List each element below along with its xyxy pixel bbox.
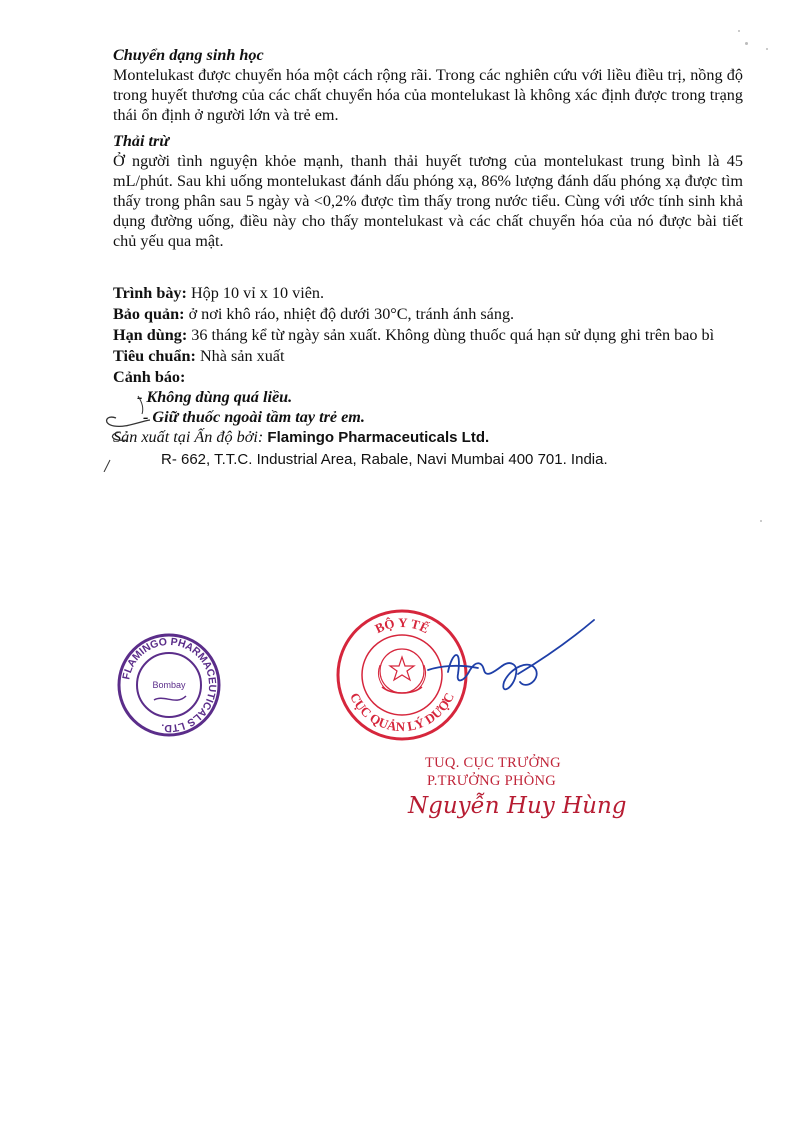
warning-item: - Không dùng quá liều. xyxy=(137,388,293,406)
scan-speck xyxy=(766,48,768,50)
standard-line xyxy=(113,346,743,366)
elimination-heading: Thải trừ xyxy=(113,132,170,150)
pen-stroke-mark xyxy=(98,392,168,472)
company-stamp xyxy=(114,630,224,740)
presentation-label: Trình bày: xyxy=(113,284,187,302)
official-stamp-bottom-text: CỤC QUẢN LÝ DƯỢC xyxy=(347,690,457,735)
manufacturer-label: Sản xuất tại Ấn độ bởi: xyxy=(113,428,264,446)
product-info xyxy=(113,283,743,470)
expiry-line xyxy=(113,325,743,345)
storage-value: ở nơi khô ráo, nhiệt độ dưới 30°C, tránh ánh sáng. xyxy=(184,305,515,323)
warning-label: Cảnh báo: xyxy=(113,368,186,386)
manufacturer-line xyxy=(113,427,743,448)
expiry-label: Hạn dùng: xyxy=(113,326,188,344)
standard-label: Tiêu chuẩn: xyxy=(113,347,196,365)
handwritten-signature xyxy=(418,612,598,722)
scan-speck xyxy=(745,42,748,45)
signature-title-2: P.TRƯỞNG PHÒNG xyxy=(427,773,557,789)
scan-speck xyxy=(760,520,762,522)
presentation-value: Hộp 10 vỉ x 10 viên. xyxy=(186,284,325,302)
manufacturer-address: R- 662, T.T.C. Industrial Area, Rabale, Navi Mumbai 400 701. India. xyxy=(161,451,608,468)
biotransformation-body: Montelukast được chuyển hóa một cách rộng rãi. Trong các nghiên cứu với liều điều trị, nồng độ trong huyết thương của các chất chuyển hóa của montelukast là không xác định được trong trạng thái ổn định ở người lớn và trẻ em. xyxy=(113,66,743,124)
storage-label: Bảo quản: xyxy=(113,305,185,323)
storage-line xyxy=(113,304,743,324)
company-stamp-center-text: Bombay xyxy=(152,680,186,690)
official-stamp-top-text: BỘ Y TẾ xyxy=(372,614,432,637)
signatory-name: Nguyễn Huy Hùng xyxy=(408,793,627,819)
section-elimination xyxy=(113,131,743,251)
presentation-line xyxy=(113,283,743,303)
company-stamp-scribble xyxy=(154,696,186,700)
warning-item: - Giữ thuốc ngoài tầm tay trẻ em. xyxy=(143,408,365,426)
standard-value: Nhà sản xuất xyxy=(195,347,285,365)
scan-speck xyxy=(738,30,740,32)
biotransformation-heading: Chuyển dạng sinh học xyxy=(113,46,264,64)
signature-title-1: TUQ. CỤC TRƯỞNG xyxy=(425,755,561,771)
company-stamp-ring-text: FLAMINGO PHARMACEUTICALS LTD. xyxy=(120,635,219,735)
section-biotransformation xyxy=(113,45,743,125)
expiry-value: 36 tháng kể từ ngày sản xuất. Không dùng thuốc quá hạn sử dụng ghi trên bao bì xyxy=(187,326,715,344)
elimination-body: Ở người tình nguyện khỏe mạnh, thanh thải huyết tương của montelukast trung bình là 45 mL/phút. Sau khi uống montelukast đánh dấu phóng xạ, 86% lượng đánh dấu phóng xạ được tìm thấy trong phân sau 5 ngày và <0,2% được tìm thấy trong nước tiểu. Cùng với ước tính sinh khả dụng đường uống, điều này cho thấy montelukast và các chất chuyển hóa của nó được bài tiết chủ yếu qua mật. xyxy=(113,152,743,250)
manufacturer-name: Flamingo Pharmaceuticals Ltd. xyxy=(263,429,490,446)
